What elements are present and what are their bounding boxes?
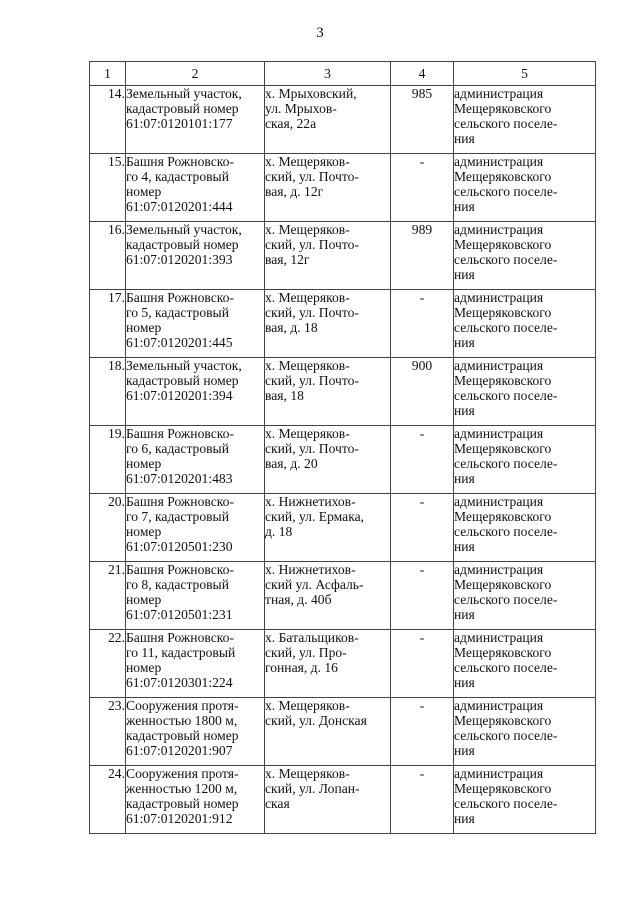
- row-number-text: 15.: [108, 154, 125, 169]
- object-area-text: 985: [411, 86, 433, 101]
- cell-object-address: [265, 426, 391, 494]
- row-number-text: 17.: [108, 290, 125, 305]
- row-number-text: 22.: [108, 630, 125, 645]
- row-number-text: 21.: [108, 562, 125, 577]
- cell-object-address: [265, 154, 391, 222]
- cell-object-area: [391, 358, 454, 426]
- cell-object-owner: [454, 290, 596, 358]
- object-area-text: -: [419, 154, 425, 169]
- cell-row-number: [90, 426, 126, 494]
- table-row: [90, 698, 596, 766]
- object-owner-text: администрация Мещеряковского сельского поселе- ния: [454, 494, 558, 554]
- object-address-text: х. Мещеряков- ский, ул. Почто- вая, 12г: [265, 222, 359, 267]
- cell-object-address: [265, 86, 391, 154]
- column-header-owner: 5: [454, 62, 596, 86]
- cell-row-number: [90, 766, 126, 834]
- column-header-address: 3: [265, 62, 391, 86]
- object-area-text: -: [419, 698, 425, 713]
- cell-object-owner: [454, 426, 596, 494]
- cell-object-area: [391, 562, 454, 630]
- object-owner-text: администрация Мещеряковского сельского поселе- ния: [454, 698, 558, 758]
- object-name-text: Сооружения протя- женностью 1800 м, кадастровый номер 61:07:0120201:907: [126, 698, 239, 758]
- object-address-text: х. Мещеряков- ский, ул. Лопан- ская: [265, 766, 360, 811]
- object-name-text: Земельный участок, кадастровый номер 61:07:0120101:177: [126, 86, 242, 131]
- cell-row-number: [90, 630, 126, 698]
- cell-object-address: [265, 494, 391, 562]
- row-number-text: 18.: [108, 358, 125, 373]
- header-row: [90, 62, 596, 86]
- cell-object-owner: [454, 630, 596, 698]
- object-name-text: Башня Рожновско- го 8, кадастровый номер 61:07:0120501:231: [126, 562, 234, 622]
- object-area-text: -: [419, 766, 425, 781]
- cell-object-area: [391, 86, 454, 154]
- table-row: [90, 154, 596, 222]
- cell-object-name: [126, 222, 265, 290]
- object-owner-text: администрация Мещеряковского сельского поселе- ния: [454, 154, 558, 214]
- cell-row-number: [90, 154, 126, 222]
- cell-row-number: [90, 358, 126, 426]
- table-row: [90, 630, 596, 698]
- table-row: [90, 494, 596, 562]
- object-address-text: х. Батальщиков- ский, ул. Про- гонная, д. 16: [265, 630, 359, 675]
- cell-object-owner: [454, 562, 596, 630]
- cell-object-name: [126, 494, 265, 562]
- object-area-text: -: [419, 562, 425, 577]
- object-name-text: Башня Рожновско- го 6, кадастровый номер 61:07:0120201:483: [126, 426, 234, 486]
- cell-row-number: [90, 222, 126, 290]
- object-area-text: -: [419, 630, 425, 645]
- cell-object-owner: [454, 766, 596, 834]
- object-address-text: х. Мещеряков- ский, ул. Почто- вая, 18: [265, 358, 359, 403]
- cell-object-address: [265, 630, 391, 698]
- object-name-text: Земельный участок, кадастровый номер 61:07:0120201:393: [126, 222, 242, 267]
- object-name-text: Башня Рожновско- го 11, кадастровый номер 61:07:0120301:224: [126, 630, 236, 690]
- cell-object-owner: [454, 358, 596, 426]
- cell-object-owner: [454, 86, 596, 154]
- cell-object-area: [391, 698, 454, 766]
- cell-object-owner: [454, 698, 596, 766]
- object-owner-text: администрация Мещеряковского сельского поселе- ния: [454, 358, 558, 418]
- row-number-text: 16.: [108, 222, 125, 237]
- object-name-text: Башня Рожновско- го 7, кадастровый номер 61:07:0120501:230: [126, 494, 234, 554]
- cell-object-address: [265, 698, 391, 766]
- page-number: 3: [316, 25, 324, 41]
- object-area-text: -: [419, 290, 425, 305]
- table-row: [90, 426, 596, 494]
- object-owner-text: администрация Мещеряковского сельского поселе- ния: [454, 562, 558, 622]
- object-address-text: х. Мещеряков- ский, ул. Почто- вая, д. 20: [265, 426, 359, 471]
- cell-row-number: [90, 562, 126, 630]
- column-header-number: 1: [90, 62, 126, 86]
- cell-object-address: [265, 358, 391, 426]
- column-header-area: 4: [391, 62, 454, 86]
- cell-object-area: [391, 222, 454, 290]
- object-name-text: Башня Рожновско- го 4, кадастровый номер 61:07:0120201:444: [126, 154, 234, 214]
- object-area-text: 989: [411, 222, 433, 237]
- cell-object-name: [126, 358, 265, 426]
- object-owner-text: администрация Мещеряковского сельского поселе- ния: [454, 766, 558, 826]
- table-header: [90, 62, 596, 86]
- cell-object-address: [265, 290, 391, 358]
- cell-row-number: [90, 290, 126, 358]
- object-address-text: х. Мещеряков- ский, ул. Донская: [265, 698, 367, 728]
- row-number-text: 23.: [108, 698, 125, 713]
- object-owner-text: администрация Мещеряковского сельского поселе- ния: [454, 426, 558, 486]
- row-number-text: 19.: [108, 426, 125, 441]
- object-name-text: Сооружения протя- женностью 1200 м, кадастровый номер 61:07:0120201:912: [126, 766, 239, 826]
- object-area-text: 900: [411, 358, 433, 373]
- object-owner-text: администрация Мещеряковского сельского поселе- ния: [454, 86, 558, 146]
- cell-row-number: [90, 86, 126, 154]
- cell-object-owner: [454, 154, 596, 222]
- cell-object-area: [391, 630, 454, 698]
- row-number-text: 20.: [108, 494, 125, 509]
- cell-object-owner: [454, 222, 596, 290]
- cell-object-area: [391, 494, 454, 562]
- cell-object-name: [126, 698, 265, 766]
- table-row: [90, 290, 596, 358]
- cell-object-name: [126, 86, 265, 154]
- table-row: [90, 562, 596, 630]
- object-area-text: -: [419, 494, 425, 509]
- row-number-text: 24.: [108, 766, 125, 781]
- table-row: [90, 766, 596, 834]
- object-address-text: х. Нижнетихов- ский, ул. Ермака, д. 18: [265, 494, 365, 539]
- table-body: [90, 86, 596, 834]
- object-owner-text: администрация Мещеряковского сельского поселе- ния: [454, 222, 558, 282]
- object-address-text: х. Мещеряков- ский, ул. Почто- вая, д. 18: [265, 290, 359, 335]
- cell-object-area: [391, 290, 454, 358]
- cell-object-area: [391, 154, 454, 222]
- object-owner-text: администрация Мещеряковского сельского поселе- ния: [454, 290, 558, 350]
- object-owner-text: администрация Мещеряковского сельского поселе- ния: [454, 630, 558, 690]
- object-address-text: х. Мрыховский, ул. Мрыхов- ская, 22а: [265, 86, 357, 131]
- cell-object-owner: [454, 494, 596, 562]
- property-table: [89, 61, 596, 834]
- table-row: [90, 86, 596, 154]
- cell-object-address: [265, 562, 391, 630]
- column-header-name: 2: [126, 62, 265, 86]
- cell-object-name: [126, 426, 265, 494]
- object-name-text: Башня Рожновско- го 5, кадастровый номер 61:07:0120201:445: [126, 290, 234, 350]
- cell-row-number: [90, 698, 126, 766]
- cell-object-name: [126, 630, 265, 698]
- cell-object-name: [126, 154, 265, 222]
- cell-row-number: [90, 494, 126, 562]
- row-number-text: 14.: [108, 86, 125, 101]
- cell-object-area: [391, 426, 454, 494]
- cell-object-area: [391, 766, 454, 834]
- cell-object-name: [126, 562, 265, 630]
- object-address-text: х. Нижнетихов- ский ул. Асфаль- тная, д. 40б: [265, 562, 364, 607]
- cell-object-name: [126, 766, 265, 834]
- object-area-text: -: [419, 426, 425, 441]
- table-row: [90, 222, 596, 290]
- object-name-text: Земельный участок, кадастровый номер 61:07:0120201:394: [126, 358, 242, 403]
- cell-object-address: [265, 222, 391, 290]
- table-row: [90, 358, 596, 426]
- cell-object-address: [265, 766, 391, 834]
- object-address-text: х. Мещеряков- ский, ул. Почто- вая, д. 12г: [265, 154, 359, 199]
- cell-object-name: [126, 290, 265, 358]
